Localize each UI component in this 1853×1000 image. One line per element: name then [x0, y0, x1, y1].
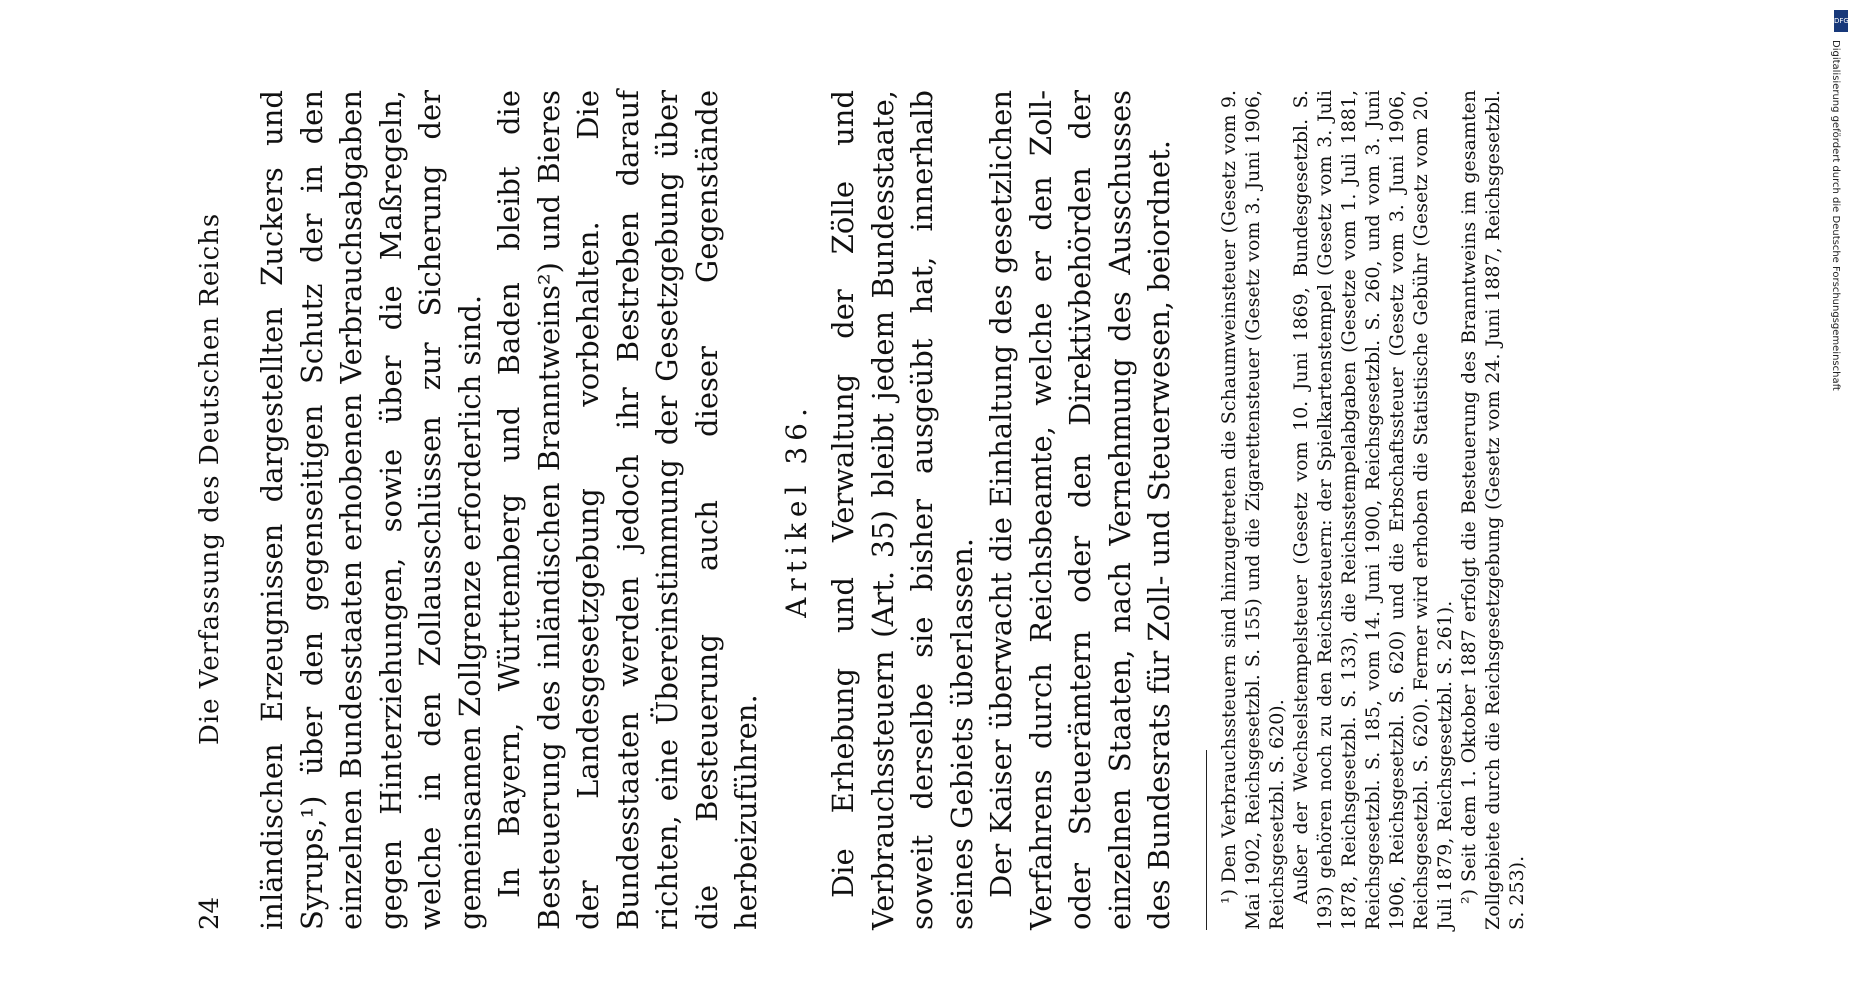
- page-number: 24: [195, 896, 225, 930]
- footnotes: [1217, 90, 1529, 930]
- dfg-logo: DFG: [1834, 10, 1848, 32]
- footnote-1-continued: Außer der Wechselstempelsteuer (Gesetz vom 10. Juni 1869, Bundesgesetzbl. S. 193) gehören noch zu den Reichssteuern: der Spielkartenstempel (Gesetz vom 3. Juli 1878, Reichsgesetzbl. S. 133), die Reichsstempelabgaben (Gesetze vom 1. Juli 1881, Reichsgesetzbl. S. 185, vom 14. Juni 1900, Reichsgesetzbl. S. 260, und vom 3. Juni 1906, Reichsgesetzbl. S. 620) und die Erbschaftssteuer (Gesetz vom 3. Juni 1906, Reichsgesetzbl. S. 620). Ferner wird erhoben die Statistische Gebühr (Gesetz vom 20. Juli 1879, Reichsgesetzbl. S. 261).: [1289, 90, 1456, 930]
- page-header: [195, 90, 229, 930]
- paragraph-erhebung: Die Erhebung und Verwaltung der Zölle und Verbrauchssteuern (Art. 35) bleibt jedem Bundesstaate, soweit derselbe sie bisher ausgeübt hat, innerhalb seines Gebiets überlassen.: [826, 90, 979, 930]
- running-head: Die Verfassung des Deutschen Reichs: [195, 212, 225, 745]
- footnote-2: ²) Seit dem 1. Oktober 1887 erfolgt die Besteuerung des Branntweins im gesamten Zollgebiete durch die Reichsgesetzgebung (Gesetz vom 24. Juni 1887, Reichsgesetzbl. S. 253).: [1457, 90, 1528, 930]
- dfg-funding-note: Digitalisierung gefördert durch die Deutsche Forschungsgemeinschaft: [1830, 40, 1841, 391]
- footnote-divider: [1206, 750, 1207, 930]
- footnote-1: ¹) Den Verbrauchssteuern sind hinzugetreten die Schaumweinsteuer (Gesetz vom 9. Mai 1902, Reichsgesetzbl. S. 155) und die Zigarettensteuer (Gesetz vom 3. Juni 1906, Reichsgesetzbl. S. 620).: [1217, 90, 1288, 930]
- paragraph-kaiser: Der Kaiser überwacht die Einhaltung des gesetzlichen Verfahrens durch Reichsbeamte, welche er den Zoll- oder Steuerämtern oder den Direktivbehörden der einzelnen Staaten, nach Vernehmung des Ausschusses des Bundesrats für Zoll- und Steuerwesen, beiordnet.: [984, 90, 1176, 930]
- body-text: [253, 90, 1529, 930]
- scanned-page: [195, 90, 1595, 930]
- paragraph-zucker: inländischen Erzeugnissen dargestellten Zuckers und Syrups,¹) über den gegenseitigen Schutz der in den einzelnen Bundesstaaten erhobenen Verbrauchsabgaben gegen Hinterziehungen, sowie über die Maßregeln, welche in den Zollausschlüssen zur Sicherung der gemeinsamen Zollgrenze erforderlich sind.: [255, 90, 487, 930]
- dfg-credit-strip: [1830, 10, 1849, 990]
- paragraph-bayern: In Bayern, Württemberg und Baden bleibt die Besteuerung des inländischen Branntweins²) und Bieres der Landesgesetzgebung vorbehalten. Die Bundesstaaten werden jedoch ihr Bestreben darauf richten, eine Übereinstimmung der Gesetzgebung über die Besteuerung auch dieser Gegenstände herbeizuführen.: [492, 90, 763, 930]
- article-heading: Artikel 36.: [779, 402, 813, 618]
